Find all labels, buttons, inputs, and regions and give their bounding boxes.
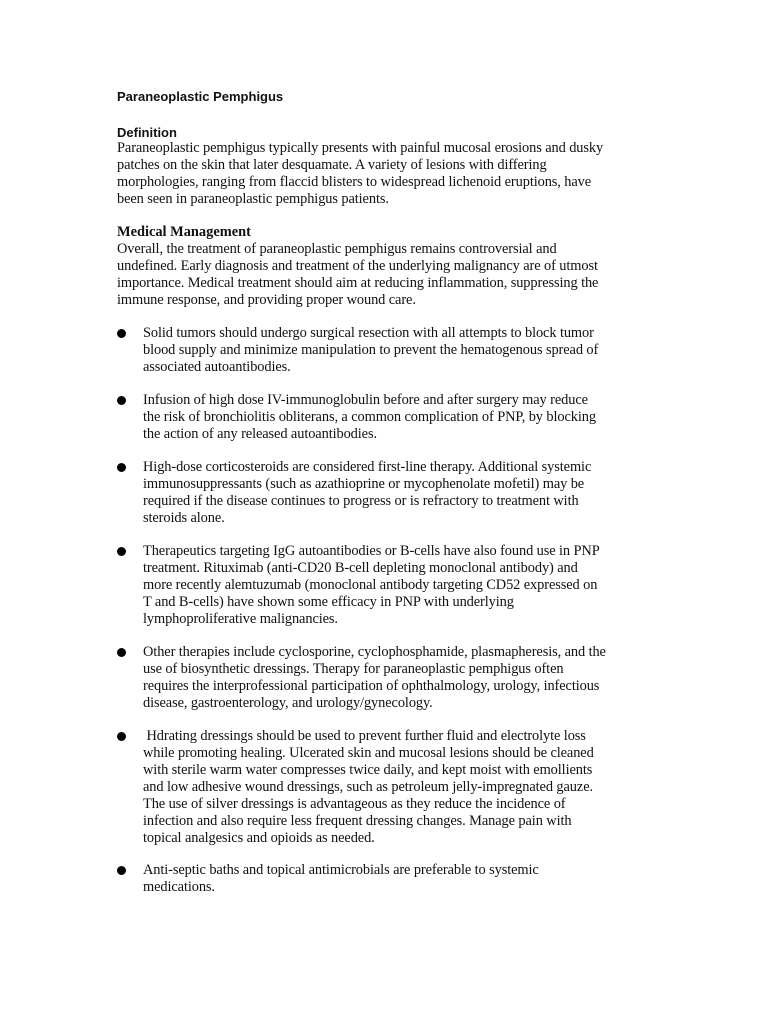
bullet-line: while promoting healing. Ulcerated skin and mucosal lesions should be cleaned xyxy=(143,745,594,761)
bullet-line: topical analgesics and opioids as needed. xyxy=(143,830,375,846)
bullet-line: Anti-septic baths and topical antimicrobials are preferable to systemic xyxy=(143,862,539,878)
bullet-text xyxy=(143,728,663,847)
bullet-line: Other therapies include cyclosporine, cyclophosphamide, plasmapheresis, and the xyxy=(143,644,606,660)
bullet-line: the action of any released autoantibodies. xyxy=(143,426,377,442)
bullet-icon xyxy=(117,648,126,657)
bullet-line: use of biosynthetic dressings. Therapy for paraneoplastic pemphigus often xyxy=(143,661,564,677)
bullet-line: disease, gastroenterology, and urology/gynecology. xyxy=(143,695,433,711)
bullet-icon xyxy=(117,329,126,338)
bullet-line: T and B-cells) have shown some efficacy in PNP with underlying xyxy=(143,594,514,610)
medical-management-line: importance. Medical treatment should aim at reducing inflammation, suppressing the xyxy=(117,275,599,291)
bullet-line: infection and also require less frequent dressing changes. Manage pain with xyxy=(143,813,572,829)
bullet-icon xyxy=(117,547,126,556)
bullet-icon xyxy=(117,732,126,741)
bullet-line: medications. xyxy=(143,879,215,895)
bullet-line: more recently alemtuzumab (monoclonal antibody targeting CD52 expressed on xyxy=(143,577,598,593)
bullet-line: required if the disease continues to progress or is refractory to treatment with xyxy=(143,493,579,509)
bullet-text xyxy=(143,644,663,712)
bullet-text xyxy=(143,459,663,527)
bullet-line: Hdrating dressings should be used to prevent further fluid and electrolyte loss xyxy=(143,728,586,744)
bullet-text xyxy=(143,543,663,628)
definition-line: patches on the skin that later desquamate. A variety of lesions with differing xyxy=(117,157,547,173)
medical-management-line: undefined. Early diagnosis and treatment of the underlying malignancy are of utmost xyxy=(117,258,598,274)
medical-management-heading: Medical Management xyxy=(117,224,251,240)
bullet-line: Therapeutics targeting IgG autoantibodies or B-cells have also found use in PNP xyxy=(143,543,600,559)
bullet-line: associated autoantibodies. xyxy=(143,359,291,375)
document-title: Paraneoplastic Pemphigus xyxy=(117,89,284,104)
definition-heading: Definition xyxy=(117,125,177,140)
bullet-line: treatment. Rituximab (anti-CD20 B-cell depleting monoclonal antibody) and xyxy=(143,560,578,576)
bullet-line: with sterile warm water compresses twice daily, and kept moist with emollients xyxy=(143,762,593,778)
bullet-line: lymphoproliferative malignancies. xyxy=(143,611,338,627)
medical-management-line: Overall, the treatment of paraneoplastic pemphigus remains controversial and xyxy=(117,241,557,257)
bullet-icon xyxy=(117,866,126,875)
bullet-icon xyxy=(117,463,126,472)
definition-line: been seen in paraneoplastic pemphigus patients. xyxy=(117,191,389,207)
bullet-icon xyxy=(117,396,126,405)
bullet-line: immunosuppressants (such as azathioprine or mycophenolate mofetil) may be xyxy=(143,476,585,492)
bullet-line: Infusion of high dose IV-immunoglobulin before and after surgery may reduce xyxy=(143,392,588,408)
bullet-line: blood supply and minimize manipulation to prevent the hematogenous spread of xyxy=(143,342,599,358)
bullet-line: and low adhesive wound dressings, such as petroleum jelly-impregnated gauze. xyxy=(143,779,593,795)
bullet-line: requires the interprofessional participation of ophthalmology, urology, infectious xyxy=(143,678,600,694)
bullet-line: The use of silver dressings is advantageous as they reduce the incidence of xyxy=(143,796,566,812)
bullet-line: High-dose corticosteroids are considered first-line therapy. Additional systemic xyxy=(143,459,592,475)
bullet-text xyxy=(143,325,663,376)
bullet-text xyxy=(143,862,663,896)
medical-management-paragraph xyxy=(117,241,657,309)
bullet-line: steroids alone. xyxy=(143,510,225,526)
definition-line: morphologies, ranging from flaccid blisters to widespread lichenoid eruptions, have xyxy=(117,174,592,190)
bullet-line: Solid tumors should undergo surgical resection with all attempts to block tumor xyxy=(143,325,594,341)
bullet-line: the risk of bronchiolitis obliterans, a common complication of PNP, by blocking xyxy=(143,409,596,425)
medical-management-line: immune response, and providing proper wound care. xyxy=(117,292,416,308)
definition-line: Paraneoplastic pemphigus typically presents with painful mucosal erosions and dusky xyxy=(117,140,604,156)
definition-paragraph xyxy=(117,140,657,208)
bullet-text xyxy=(143,392,663,443)
